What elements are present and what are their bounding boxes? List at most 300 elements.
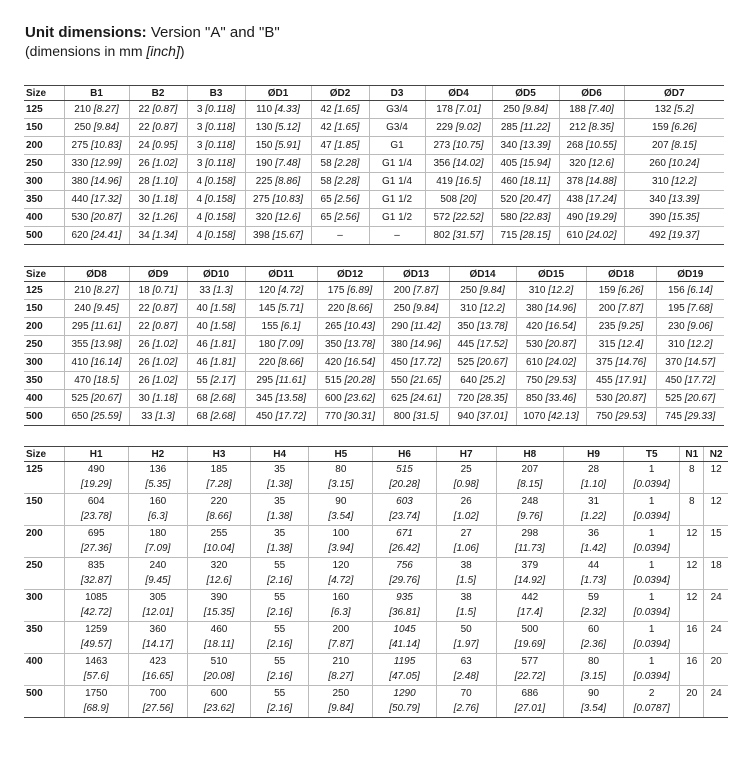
table-cell <box>624 622 680 654</box>
inch-value: [9.06] <box>687 320 713 332</box>
inch-value: [14.88] <box>585 175 617 187</box>
table-cell: 275 [10.83] <box>64 137 129 155</box>
table-cell: 130 [5.12] <box>245 119 311 137</box>
inch-value: [11.61] <box>91 320 122 332</box>
table-row <box>24 372 724 390</box>
table-cell: 940 [37.01] <box>449 408 516 426</box>
table-cell: 24 <box>704 686 728 718</box>
column-header: ØD1 <box>245 86 311 101</box>
table-cell <box>436 590 496 622</box>
inch-value: [1.02] <box>152 338 178 350</box>
table-cell <box>128 654 187 686</box>
inch-value: [14.57] <box>684 356 716 368</box>
cell-mm-value: 136 <box>149 464 167 475</box>
cell-inch-value: [19.69] <box>514 639 546 650</box>
table-cell: 285 [11.22] <box>492 119 559 137</box>
inch-value: [7.68] <box>687 302 713 314</box>
inch-value: [9.02] <box>455 121 481 133</box>
table-cell <box>309 526 373 558</box>
table-cell: 310 [12.2] <box>624 173 724 191</box>
table-cell: 265 [10.43] <box>317 318 383 336</box>
dimensions-table-d8-d19 <box>24 266 724 426</box>
cell-inch-value: [0.0394] <box>633 671 670 682</box>
cell-inch-value: [1.38] <box>267 543 293 554</box>
table-cell <box>373 462 436 494</box>
table-row <box>24 119 724 137</box>
cell-mm-value: 510 <box>210 656 228 667</box>
inch-value: [1.02] <box>152 157 178 169</box>
column-header: H5 <box>309 447 373 462</box>
inch-value: [4.72] <box>278 284 304 296</box>
table-cell: 200 [7.87] <box>383 282 449 300</box>
table-row <box>24 590 728 622</box>
table-row <box>24 300 724 318</box>
table-cell: 190 [7.48] <box>245 155 311 173</box>
inch-value: [1.58] <box>210 302 236 314</box>
table-cell <box>64 654 128 686</box>
table-row <box>24 558 728 590</box>
cell-mm-value: 220 <box>210 496 228 507</box>
cell-inch-value: [15.35] <box>203 607 235 618</box>
table-cell <box>187 558 250 590</box>
cell-inch-value: [2.16] <box>267 575 293 586</box>
table-cell: G3/4 <box>369 101 425 119</box>
column-header: B3 <box>187 86 245 101</box>
column-header: ØD4 <box>425 86 492 101</box>
table-cell: – <box>369 227 425 245</box>
cell-inch-value: [12.01] <box>142 607 174 618</box>
column-header: H1 <box>64 447 128 462</box>
table-cell: G1 <box>369 137 425 155</box>
table-cell: 745 [29.33] <box>656 408 724 426</box>
inch-value: [1.3] <box>213 284 233 296</box>
table-cell: 46 [1.81] <box>187 336 245 354</box>
inch-value: [14.96] <box>545 302 577 314</box>
inch-value: [8.35] <box>588 121 614 133</box>
table-row <box>24 155 724 173</box>
inch-value: [18.11] <box>520 175 551 187</box>
inch-value: [1.85] <box>334 139 360 151</box>
cell-mm-value: 298 <box>521 528 539 539</box>
inch-value: [20.87] <box>545 338 577 350</box>
inch-value: [10.75] <box>452 139 484 151</box>
table-cell <box>128 558 187 590</box>
cell-inch-value: [9.76] <box>517 511 543 522</box>
inch-value: [0.87] <box>152 121 178 133</box>
cell-inch-value: [1.38] <box>267 479 293 490</box>
cell-inch-value: [16.65] <box>142 671 174 682</box>
table-cell: 235 [9.25] <box>586 318 656 336</box>
size-cell: 500 <box>24 227 64 245</box>
table-cell <box>128 686 187 718</box>
cell-inch-value: [7.87] <box>328 639 354 650</box>
table-cell: 320 [12.6] <box>559 155 624 173</box>
cell-inch-value: [3.15] <box>581 671 607 682</box>
table-cell: 180 [7.09] <box>245 336 317 354</box>
table-cell: G1 1/4 <box>369 173 425 191</box>
table-cell: 515 [20.28] <box>317 372 383 390</box>
size-cell: 350 <box>24 372 64 390</box>
table-cell: 12 <box>704 494 728 526</box>
table-cell: 273 [10.75] <box>425 137 492 155</box>
inch-value: [20] <box>459 193 477 205</box>
table-cell: 450 [17.72] <box>656 372 724 390</box>
cell-mm-value: 27 <box>460 528 472 539</box>
size-cell: 200 <box>24 318 64 336</box>
cell-mm-value: 90 <box>587 688 600 699</box>
inch-value: [17.24] <box>585 193 617 205</box>
table-cell: 320 [12.6] <box>245 209 311 227</box>
inch-value: [20.87] <box>90 211 122 223</box>
table-cell <box>496 558 563 590</box>
cell-mm-value: 35 <box>274 496 286 507</box>
column-header: H7 <box>436 447 496 462</box>
table-cell: 15 <box>704 526 728 558</box>
column-header: H8 <box>496 447 563 462</box>
table-cell: 4 [0.158] <box>187 191 245 209</box>
table-cell: 625 [24.61] <box>383 390 449 408</box>
inch-value: [13.39] <box>519 139 551 151</box>
table-cell: 350 [13.78] <box>449 318 516 336</box>
inch-value: [16.54] <box>545 320 577 332</box>
table-cell: 770 [30.31] <box>317 408 383 426</box>
table-cell: 195 [7.68] <box>656 300 724 318</box>
cell-mm-value: 160 <box>149 496 167 507</box>
table-cell: 268 [10.55] <box>559 137 624 155</box>
column-header: ØD15 <box>516 267 586 282</box>
column-header: ØD10 <box>187 267 245 282</box>
cell-inch-value: [29.76] <box>389 575 420 586</box>
table-cell: 492 [19.37] <box>624 227 724 245</box>
table-cell <box>436 686 496 718</box>
inch-value: [5.2] <box>674 103 694 115</box>
cell-mm-value: 180 <box>149 528 167 539</box>
cell-mm-value: 248 <box>521 496 539 507</box>
cell-mm-value: 35 <box>274 528 286 539</box>
table-cell: 12 <box>704 462 728 494</box>
table-row <box>24 227 724 245</box>
cell-inch-value: [50.79] <box>389 703 420 714</box>
table-cell <box>251 526 309 558</box>
size-cell: 125 <box>24 462 64 494</box>
table-cell: 340 [13.39] <box>492 137 559 155</box>
cell-mm-value: 210 <box>332 656 350 667</box>
inch-value: [0.158] <box>204 211 236 223</box>
table-row <box>24 526 728 558</box>
table-cell: 68 [2.68] <box>187 390 245 408</box>
table-cell: 20 <box>704 654 728 686</box>
inch-value: [42.13] <box>548 410 579 422</box>
column-header: Size <box>24 267 64 282</box>
inch-value: [8.86] <box>275 175 301 187</box>
cell-mm-value: 604 <box>87 496 105 507</box>
inch-value: [1.3] <box>155 410 175 422</box>
table-cell: 4 [0.158] <box>187 173 245 191</box>
subtitle-post: ) <box>179 43 185 59</box>
table-cell: 220 [8.66] <box>245 354 317 372</box>
inch-value: [29.53] <box>615 410 647 422</box>
inch-value: [1.65] <box>334 121 360 133</box>
column-header: ØD14 <box>449 267 516 282</box>
inch-value: [0.95] <box>152 139 178 151</box>
table-cell: 310 [12.2] <box>656 336 724 354</box>
table-cell: 24 [0.95] <box>129 137 187 155</box>
inch-value: [13.98] <box>90 338 122 350</box>
table-cell: 455 [17.91] <box>586 372 656 390</box>
inch-value: [12.6] <box>275 211 301 223</box>
inch-value: [29.33] <box>684 410 716 422</box>
inch-value: [0.158] <box>204 175 236 187</box>
cell-mm-value: 1085 <box>85 592 108 603</box>
table-cell: 750 [29.53] <box>516 372 586 390</box>
table-cell: 240 [9.45] <box>64 300 129 318</box>
table-cell: 34 [1.34] <box>129 227 187 245</box>
dimensions-table-heights <box>24 446 728 718</box>
inch-value: [1.34] <box>152 229 178 241</box>
size-cell: 350 <box>24 191 64 209</box>
column-header: ØD6 <box>559 86 624 101</box>
table-cell <box>64 590 128 622</box>
table-cell: 3 [0.118] <box>187 155 245 173</box>
inch-value: [16.54] <box>344 356 376 368</box>
cell-inch-value: [0.98] <box>453 479 479 490</box>
table-cell: 8 <box>680 494 704 526</box>
table-cell: 295 [11.61] <box>64 318 129 336</box>
table-cell: 250 [9.84] <box>64 119 129 137</box>
dimensions-table-b-d7 <box>24 85 724 245</box>
table-cell: 370 [14.57] <box>656 354 724 372</box>
inch-value: [17.72] <box>684 374 716 386</box>
table-cell: 32 [1.26] <box>129 209 187 227</box>
table-cell <box>309 686 373 718</box>
cell-mm-value: 185 <box>210 464 228 475</box>
cell-inch-value: [0.0787] <box>633 703 670 714</box>
inch-value: [12.2] <box>479 302 505 314</box>
table-cell: 159 [6.26] <box>624 119 724 137</box>
table-cell: 175 [6.89] <box>317 282 383 300</box>
cell-mm-value: 686 <box>521 688 539 699</box>
table-header-row <box>24 267 724 282</box>
inch-value: [12.2] <box>671 175 697 187</box>
table-cell: 28 [1.10] <box>129 173 187 191</box>
cell-inch-value: [2.48] <box>453 671 479 682</box>
table-cell <box>373 686 436 718</box>
inch-value: [9.45] <box>93 302 119 314</box>
cell-mm-value: 250 <box>332 688 350 699</box>
column-header: ØD2 <box>311 86 369 101</box>
inch-value: [7.48] <box>275 157 301 169</box>
inch-value: [9.84] <box>93 121 119 133</box>
table-cell: 410 [16.14] <box>64 354 129 372</box>
table-cell: 30 [1.18] <box>129 390 187 408</box>
cell-mm-value: 63 <box>460 656 472 667</box>
cell-mm-value: 60 <box>587 624 600 635</box>
table-row <box>24 654 728 686</box>
table-cell: 620 [24.41] <box>64 227 129 245</box>
inch-value: [24.02] <box>585 229 617 241</box>
cell-mm-value: 120 <box>332 560 350 571</box>
table-cell: 250 [9.84] <box>492 101 559 119</box>
table-cell <box>128 590 187 622</box>
size-cell: 500 <box>24 686 64 718</box>
table-row <box>24 390 724 408</box>
column-header: ØD9 <box>129 267 187 282</box>
size-cell: 400 <box>24 209 64 227</box>
inch-value: [16.5] <box>455 175 481 187</box>
table-cell <box>373 590 436 622</box>
cell-inch-value: [20.28] <box>389 479 420 490</box>
inch-value: [12.2] <box>548 284 574 296</box>
table-cell: 450 [17.72] <box>245 408 317 426</box>
cell-mm-value: 1 <box>648 496 655 507</box>
cell-inch-value: [12.6] <box>206 575 232 586</box>
cell-mm-value: 1463 <box>85 656 108 667</box>
column-header: ØD18 <box>586 267 656 282</box>
table-cell: 525 [20.67] <box>64 390 129 408</box>
inch-value: [4.33] <box>274 103 300 115</box>
table-cell: 350 [13.78] <box>317 336 383 354</box>
table-row <box>24 494 728 526</box>
cell-mm-value: 442 <box>521 592 539 603</box>
table-cell <box>251 686 309 718</box>
size-cell: 300 <box>24 590 64 622</box>
cell-inch-value: [1.5] <box>456 575 476 586</box>
table-cell: 40 [1.58] <box>187 300 245 318</box>
table-cell: 33 [1.3] <box>187 282 245 300</box>
cell-inch-value: [1.02] <box>453 511 479 522</box>
inch-value: [25.59] <box>90 410 122 422</box>
table-cell: 580 [22.83] <box>492 209 559 227</box>
column-header: ØD8 <box>64 267 129 282</box>
table-cell: 340 [13.39] <box>624 191 724 209</box>
inch-value: [9.84] <box>413 302 439 314</box>
table-cell: 3 [0.118] <box>187 119 245 137</box>
table-cell <box>64 526 128 558</box>
inch-value: [5.12] <box>275 121 301 133</box>
inch-value: [13.39] <box>668 193 700 205</box>
size-cell: 150 <box>24 300 64 318</box>
table-cell <box>128 462 187 494</box>
cell-mm-value: 390 <box>210 592 228 603</box>
inch-value: [15.35] <box>668 211 700 223</box>
cell-mm-value: 695 <box>87 528 105 539</box>
table-cell <box>436 558 496 590</box>
column-header: N1 <box>680 447 704 462</box>
table-cell: 1070 [42.13] <box>516 408 586 426</box>
table-cell: 26 [1.02] <box>129 155 187 173</box>
inch-value: [20.47] <box>519 193 551 205</box>
cell-inch-value: [27.01] <box>514 703 546 714</box>
column-header: ØD5 <box>492 86 559 101</box>
column-header: ØD12 <box>317 267 383 282</box>
table-cell: 802 [31.57] <box>425 227 492 245</box>
table-cell: 610 [24.02] <box>516 354 586 372</box>
cell-mm-value: 1 <box>648 592 655 603</box>
table-cell: 715 [28.15] <box>492 227 559 245</box>
table-cell: 47 [1.85] <box>311 137 369 155</box>
table-cell: 250 [9.84] <box>449 282 516 300</box>
cell-mm-value: 423 <box>149 656 167 667</box>
table-cell: 178 [7.01] <box>425 101 492 119</box>
inch-value: [15.67] <box>272 229 304 241</box>
table-cell: G1 1/2 <box>369 209 425 227</box>
cell-mm-value: 36 <box>587 528 600 539</box>
table-cell: 229 [9.02] <box>425 119 492 137</box>
table-cell: 24 <box>704 590 728 622</box>
inch-value: [13.78] <box>344 338 376 350</box>
inch-value: [0.118] <box>205 157 236 169</box>
table-cell <box>187 686 250 718</box>
table-cell <box>496 622 563 654</box>
inch-value: [1.65] <box>334 103 360 115</box>
table-row <box>24 462 728 494</box>
inch-value: [2.68] <box>210 410 236 422</box>
cell-inch-value: [32.87] <box>80 575 112 586</box>
table-cell: 58 [2.28] <box>311 173 369 191</box>
table-cell <box>436 494 496 526</box>
page-heading <box>25 24 280 60</box>
cell-inch-value: [1.73] <box>581 575 607 586</box>
inch-value: [0.87] <box>152 320 178 332</box>
cell-mm-value: 55 <box>274 656 286 667</box>
subtitle-inch: [inch] <box>146 43 180 59</box>
inch-value: [20.67] <box>684 392 716 404</box>
inch-value: [9.84] <box>522 103 548 115</box>
table-cell: 18 [0.71] <box>129 282 187 300</box>
column-header: H9 <box>563 447 623 462</box>
table-cell: 150 [5.91] <box>245 137 311 155</box>
cell-mm-value: 320 <box>210 560 228 571</box>
column-header: ØD19 <box>656 267 724 282</box>
inch-value: [10.83] <box>272 193 304 205</box>
table-cell: G3/4 <box>369 119 425 137</box>
table-cell <box>624 654 680 686</box>
inch-value: [10.83] <box>90 139 122 151</box>
inch-value: [22.52] <box>452 211 484 223</box>
table-cell: 525 [20.67] <box>656 390 724 408</box>
column-header: D3 <box>369 86 425 101</box>
size-cell: 400 <box>24 654 64 686</box>
inch-value: [1.58] <box>210 320 236 332</box>
inch-value: [1.26] <box>152 211 178 223</box>
cell-inch-value: [7.28] <box>206 479 232 490</box>
table-cell: 405 [15.94] <box>492 155 559 173</box>
inch-value: [24.41] <box>90 229 122 241</box>
cell-inch-value: [1.38] <box>267 511 293 522</box>
table-cell: 22 [0.87] <box>129 119 187 137</box>
cell-inch-value: [2.32] <box>581 607 607 618</box>
table-cell: 145 [5.71] <box>245 300 317 318</box>
inch-value: [7.87] <box>618 302 644 314</box>
inch-value: [22.83] <box>519 211 551 223</box>
table-cell: 42 [1.65] <box>311 101 369 119</box>
cell-inch-value: [18.11] <box>204 639 234 650</box>
cell-inch-value: [2.16] <box>267 703 293 714</box>
cell-inch-value: [2.16] <box>267 671 293 682</box>
table-cell: 250 [9.84] <box>383 300 449 318</box>
table-cell: 398 [15.67] <box>245 227 311 245</box>
cell-inch-value: [2.16] <box>267 607 293 618</box>
cell-mm-value: 600 <box>210 688 228 699</box>
column-header: ØD7 <box>624 86 724 101</box>
inch-value: [14.02] <box>452 157 484 169</box>
cell-mm-value: 80 <box>587 656 600 667</box>
inch-value: [16.14] <box>90 356 122 368</box>
table-cell: 380 [14.96] <box>64 173 129 191</box>
table-cell <box>373 494 436 526</box>
table-cell: 68 [2.68] <box>187 408 245 426</box>
table-cell <box>64 494 128 526</box>
